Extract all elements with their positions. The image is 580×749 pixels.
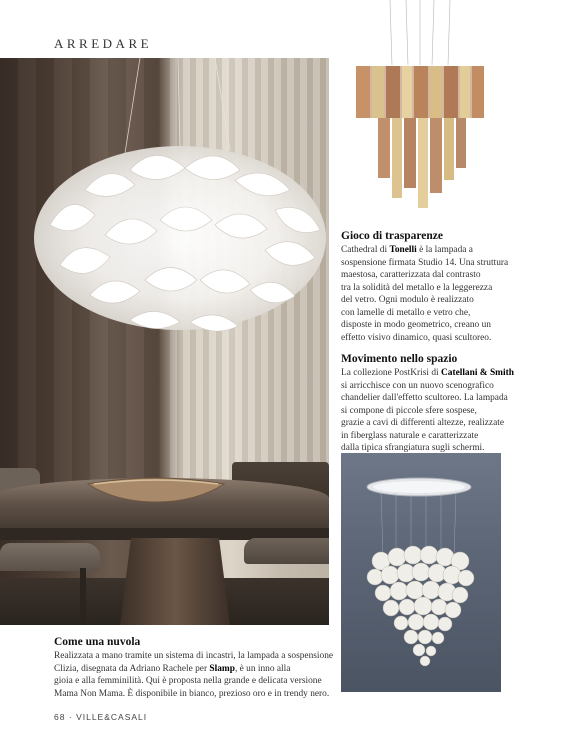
postkrisi-chandelier bbox=[341, 453, 501, 692]
brand-name: Catellani & Smith bbox=[440, 368, 514, 378]
page-number: 68 bbox=[54, 712, 66, 722]
main-photo-clizia-lamp bbox=[0, 58, 329, 625]
body-intro: La collezione PostKrisi di bbox=[341, 368, 441, 378]
article-title: Movimento nello spazio bbox=[341, 353, 458, 365]
article-gioco-di-trasparenze bbox=[341, 229, 521, 344]
photo-postkrisi-chandelier bbox=[341, 453, 501, 692]
magazine-name: VILLE&CASALI bbox=[76, 712, 148, 722]
chair-seat-right bbox=[244, 538, 329, 564]
article-body bbox=[341, 367, 541, 455]
decorative-bowl bbox=[86, 474, 226, 504]
article-title: Gioco di trasparenze bbox=[341, 230, 443, 242]
section-label: ARREDARE bbox=[54, 36, 153, 51]
body-intro: Cathedral di bbox=[341, 245, 390, 255]
photo-cathedral-lamp bbox=[340, 0, 500, 218]
body-text: è la lampada a sospensione firmata Studio 14. Una struttura maestosa, caratterizzata dal contrasto tra la solidità del metallo e la leggerezza del vetro. Ogni modulo è realizzato con lamelle di metallo e vetro che, disposte in modo geometrico, creano un effetto visivo dinamico, quasi scultoreo. bbox=[341, 245, 509, 343]
body-text: si arricchisce con un nuovo scenografico chandelier dall'effetto scultoreo. La lampada si compone di piccole sfere sospese, grazie a cavi di differenti altezze, realizzate in fiberglass naturale e caratterizzate dalla tipica sfrangiatura sugli schermi. bbox=[341, 380, 508, 453]
brand-name: Tonelli bbox=[389, 245, 417, 255]
cathedral-chandelier bbox=[340, 0, 500, 218]
article-movimento-nello-spazio bbox=[341, 352, 541, 455]
clizia-chandelier bbox=[30, 130, 329, 345]
footer-separator: · bbox=[68, 712, 73, 722]
brand-name: Slamp bbox=[209, 663, 235, 674]
chair-leg bbox=[80, 568, 86, 625]
article-body bbox=[341, 244, 521, 344]
body-text: , è un inno alla gioia e alla femminilità. Qui è proposta nella grande e delicata versione Mama Non Mama. È disponibile in bianco, prezioso oro e in trendy nero. bbox=[54, 663, 330, 699]
chair-seat-left bbox=[0, 543, 100, 571]
article-body bbox=[54, 650, 354, 700]
page-footer bbox=[54, 712, 147, 722]
table-base bbox=[120, 538, 230, 625]
article-title: Come una nuvola bbox=[54, 636, 141, 648]
body-intro: Realizzata a mano tramite un sistema di incastri, la lampada a sospensione Clizia, disegnata da Adriano Rachele per bbox=[54, 651, 334, 674]
article-come-una-nuvola bbox=[54, 635, 354, 700]
